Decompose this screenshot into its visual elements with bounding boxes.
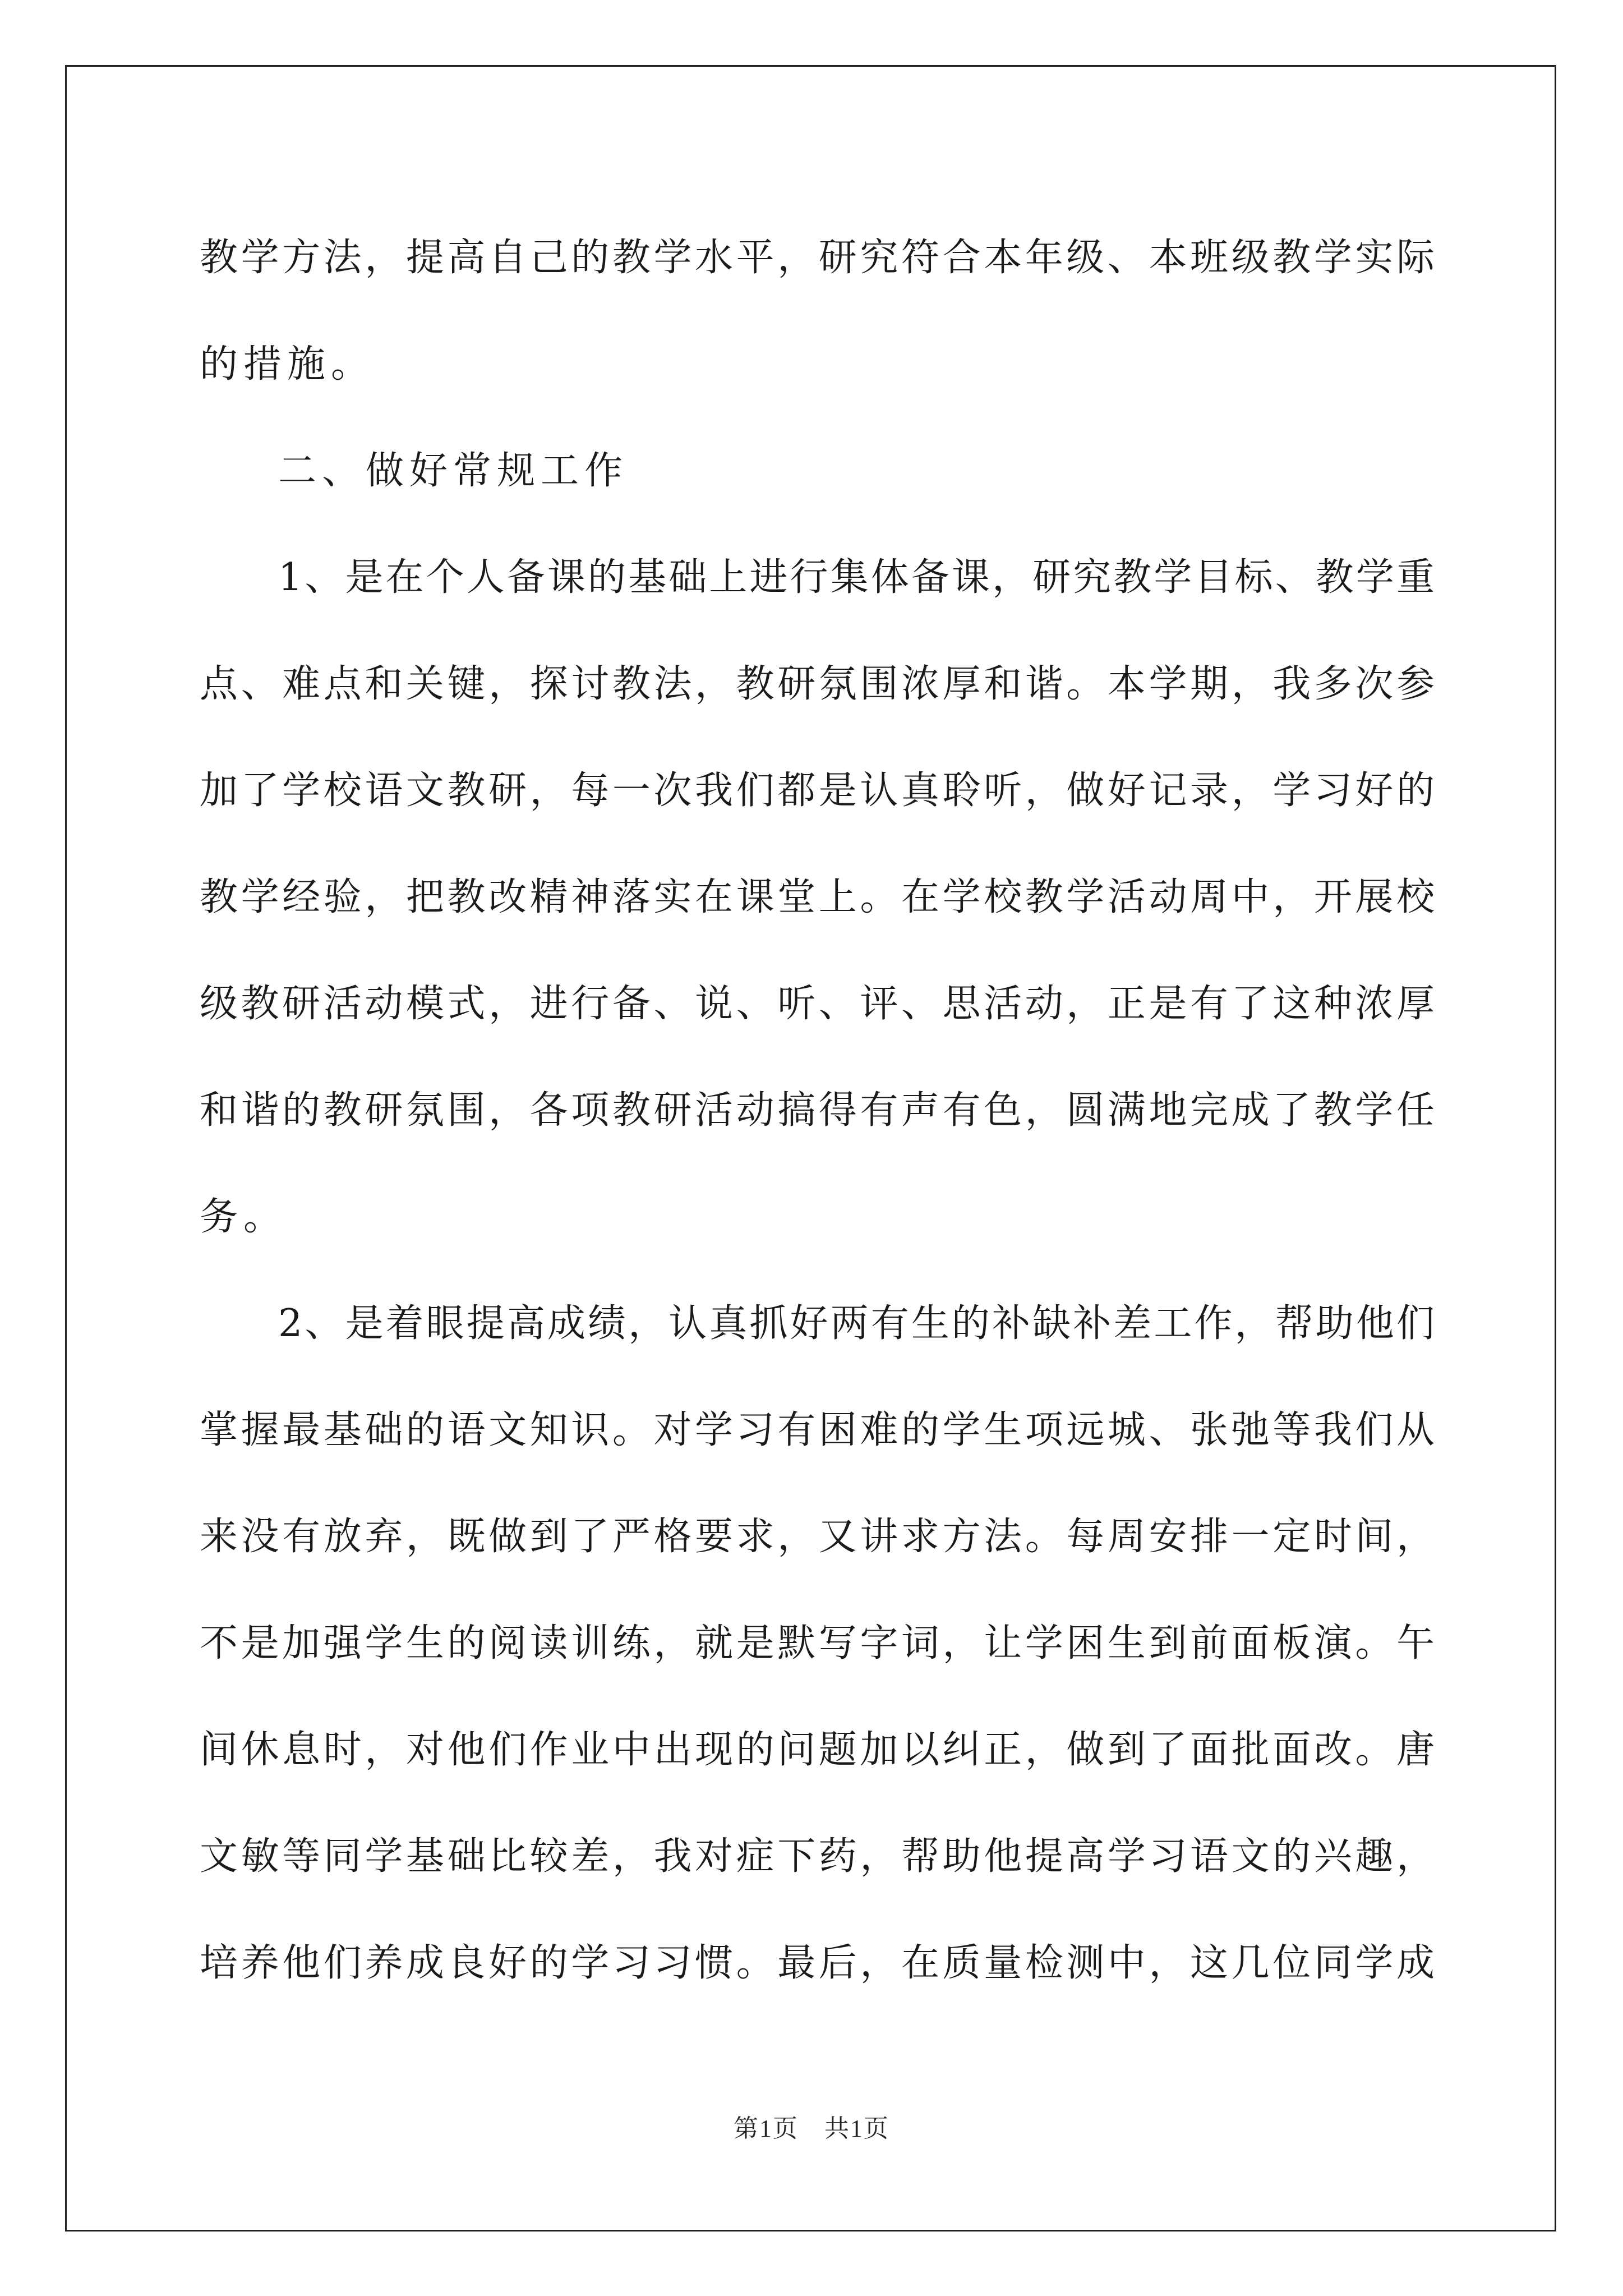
text-line: 级教研活动模式，进行备、说、听、评、思活动，正是有了这种浓厚 [200,982,1435,1026]
document-body [200,205,1435,2017]
text-line: 教学方法，提高自己的教学水平，研究符合本年级、本班级教学实际 [200,236,1435,280]
text-line: 的措施。 [200,342,375,386]
page-footer [0,2108,1623,2144]
text-line: 间休息时，对他们作业中出现的问题加以纠正，做到了面批面改。唐 [200,1728,1435,1772]
text-line: 务。 [200,1195,288,1239]
text-line: 1、是在个人备课的基础上进行集体备课，研究教学目标、教学重 [278,555,1435,600]
text-line: 教学经验，把教改精神落实在课堂上。在学校教学活动周中，开展校 [200,875,1435,919]
text-line: 加了学校语文教研，每一次我们都是认真聆听，做好记录，学习好的 [200,769,1435,813]
text-line: 培养他们养成良好的学习习惯。最后，在质量检测中，这几位同学成 [200,1941,1435,1985]
text-line: 2、是着眼提高成绩，认真抓好两有生的补缺补差工作，帮助他们 [278,1301,1435,1346]
text-line: 和谐的教研氛围，各项教研活动搞得有声有色，圆满地完成了教学任 [200,1088,1435,1133]
text-line: 不是加强学生的阅读训练，就是默写字词，让学困生到前面板演。午 [200,1621,1435,1665]
text-line: 掌握最基础的语文知识。对学习有困难的学生项远城、张弛等我们从 [200,1408,1435,1452]
text-line: 文敏等同学基础比较差，我对症下药，帮助他提高学习语文的兴趣， [200,1834,1435,1879]
page-number-text: 第1页 共1页 [734,2115,889,2142]
text-line: 点、难点和关键，探讨教法，教研氛围浓厚和谐。本学期，我多次参 [200,662,1435,706]
text-line: 来没有放弃，既做到了严格要求，又讲求方法。每周安排一定时间， [200,1515,1435,1559]
text-line: 二、做好常规工作 [278,449,629,493]
